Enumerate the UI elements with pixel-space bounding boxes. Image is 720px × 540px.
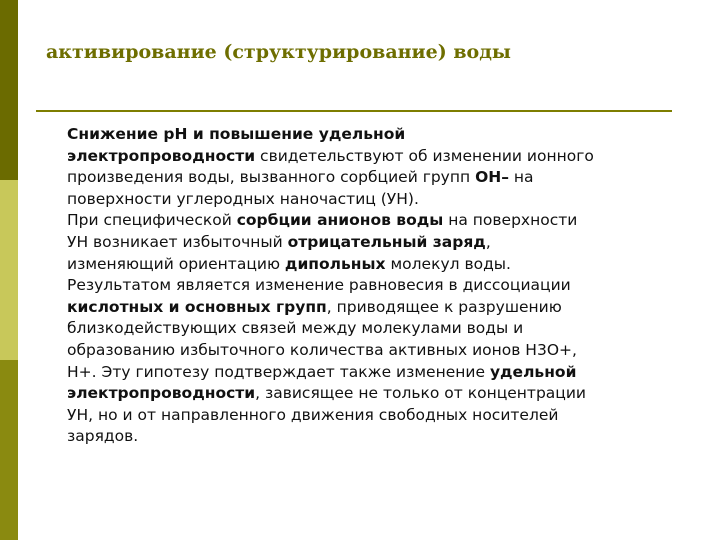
text-run: , зависящее не только от концентрации bbox=[255, 384, 586, 403]
text-line bbox=[67, 362, 707, 384]
title-divider bbox=[36, 110, 672, 112]
text-run: зарядов. bbox=[67, 427, 139, 446]
emphasized-text: электропроводности bbox=[67, 384, 256, 403]
text-line bbox=[67, 124, 707, 146]
text-run: образованию избыточного количества активных ионов Н3О+, bbox=[67, 340, 577, 359]
body-paragraph bbox=[67, 124, 707, 448]
text-run: При специфической bbox=[67, 211, 237, 230]
text-line bbox=[67, 254, 707, 276]
text-run: изменяющий ориентацию bbox=[67, 254, 285, 273]
text-line bbox=[67, 167, 707, 189]
text-line bbox=[67, 383, 707, 405]
text-line bbox=[67, 340, 707, 362]
text-line bbox=[67, 297, 707, 319]
text-run: на bbox=[508, 168, 534, 187]
text-line bbox=[67, 146, 707, 168]
text-run: Н+. Эту гипотезу подтверждает также изменение bbox=[67, 362, 490, 381]
text-run: произведения воды, вызванного сорбцией групп bbox=[67, 168, 476, 187]
text-line bbox=[67, 405, 707, 427]
accent-bar-segment-middle bbox=[0, 180, 18, 360]
text-run: , bbox=[485, 232, 491, 251]
text-line bbox=[67, 210, 707, 232]
text-run: Результатом является изменение равновесия в диссоциации bbox=[67, 276, 571, 295]
emphasized-text: удельной bbox=[489, 362, 577, 381]
emphasized-text: отрицательный заряд bbox=[287, 232, 486, 251]
text-line bbox=[67, 232, 707, 254]
text-run: УН, но и от направленного движения свободных носителей bbox=[67, 405, 559, 424]
text-line bbox=[67, 318, 707, 340]
text-run: УН возникает избыточный bbox=[67, 232, 288, 251]
accent-bar-segment-bottom bbox=[0, 360, 18, 540]
emphasized-text: электропроводности bbox=[67, 146, 256, 165]
emphasized-text: кислотных и основных групп bbox=[67, 297, 327, 316]
text-run: на поверхности bbox=[443, 211, 578, 230]
emphasized-text: дипольных bbox=[284, 254, 386, 273]
text-run: поверхности углеродных наночастиц (УН). bbox=[67, 189, 419, 208]
slide-title: активирование (структурирование) воды bbox=[46, 41, 511, 63]
text-line bbox=[67, 189, 707, 211]
text-run: близкодействующих связей между молекулами воды и bbox=[67, 319, 524, 338]
text-run: свидетельствуют об изменении ионного bbox=[255, 146, 594, 165]
emphasized-text: сорбции анионов воды bbox=[236, 211, 444, 230]
text-line bbox=[67, 275, 707, 297]
accent-bar-segment-top bbox=[0, 0, 18, 180]
text-line bbox=[67, 426, 707, 448]
emphasized-text: ОН– bbox=[475, 168, 509, 187]
text-run: , приводящее к разрушению bbox=[326, 297, 562, 316]
text-run: молекул воды. bbox=[385, 254, 511, 273]
emphasized-text: Снижение рН и повышение удельной bbox=[67, 125, 406, 143]
left-accent-bar bbox=[0, 0, 18, 540]
